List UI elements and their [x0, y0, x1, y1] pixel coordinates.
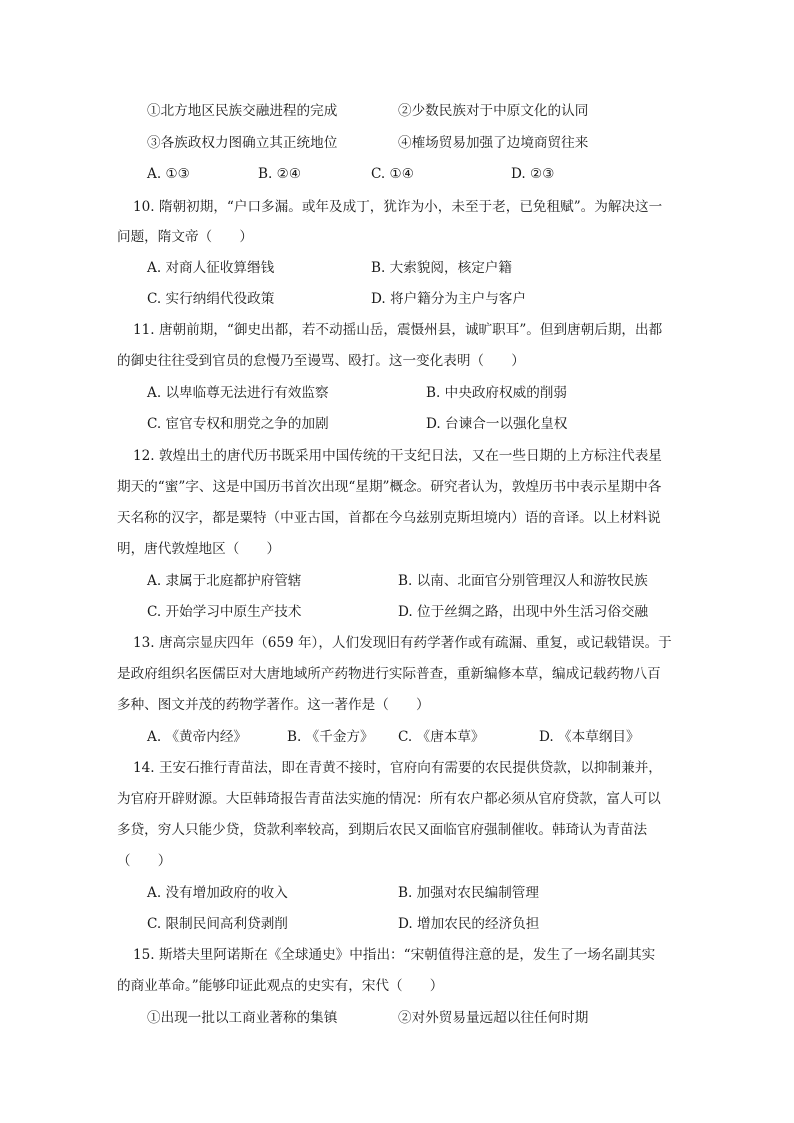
q9-statement-1: ①北方地区民族交融进程的完成	[147, 103, 338, 119]
q12-stem-line-1: 12. 敦煌出土的唐代历书既采用中国传统的干支纪日法，又在一些日期的上方标注代表星	[133, 448, 662, 464]
q10-stem-line-1: 10. 隋朝初期，“户口多漏。或年及成丁，犹诈为小，未至于老，已免租赋”。为解决这一	[133, 199, 663, 215]
q9-statement-4: ④榷场贸易加强了边境商贸往来	[398, 135, 589, 151]
q13-option-d: D. 《本草纲目》	[539, 729, 640, 745]
q10-option-a: A. 对商人征收算缗钱	[147, 260, 275, 276]
q14-stem-line-4: （ ）	[117, 853, 172, 869]
q15-statement-1: ①出现一批以工商业著称的集镇	[147, 1010, 338, 1026]
q9-option-d: D. ②③	[511, 166, 555, 182]
q9-statement-2: ②少数民族对于中原文化的认同	[398, 103, 589, 119]
q14-stem-line-1: 14. 王安石推行青苗法，即在青黄不接时，官府向有需要的农民提供贷款，以抑制兼并，	[133, 760, 662, 776]
q12-option-d: D. 位于丝绸之路，出现中外生活习俗交融	[398, 604, 649, 620]
q9-statement-3: ③各族政权力图确立其正统地位	[147, 135, 338, 151]
q14-option-b: B. 加强对农民编制管理	[398, 885, 539, 901]
q12-option-a: A. 隶属于北庭都护府管辖	[147, 573, 302, 589]
q10-option-b: B. 大索貌阅，核定户籍	[371, 260, 512, 276]
q14-stem-line-2: 为官府开辟财源。大臣韩琦报告青苗法实施的情况：所有农户都必须从官府贷款，富人可以	[117, 791, 661, 807]
q11-option-a: A. 以卑临尊无法进行有效监察	[147, 385, 329, 401]
q11-stem-line-2: 的御史往往受到官员的怠慢乃至谩骂、殴打。这一变化表明（ ）	[117, 353, 525, 369]
q14-option-c: C. 限制民间高利贷剥削	[147, 916, 288, 932]
q13-stem-line-2: 是政府组织名医儒臣对大唐地域所产药物进行实际普查，重新编修本草，编成记载药物八百	[117, 666, 661, 682]
q11-option-b: B. 中央政府权威的削弱	[426, 385, 567, 401]
q10-stem-line-2: 问题，隋文帝（ ）	[117, 229, 253, 245]
q11-stem-line-1: 11. 唐朝前期，“御史出都，若不动摇山岳，震慑州县，诚旷职耳”。但到唐朝后期，出都	[133, 322, 663, 338]
q13-option-b: B. 《千金方》	[287, 729, 374, 745]
q9-option-b: B. ②④	[258, 166, 302, 182]
q15-stem-line-2: 的商业革命。”能够印证此观点的史实有，宋代（ ）	[117, 978, 444, 994]
q12-stem-line-4: 明，唐代敦煌地区（ ）	[117, 541, 281, 557]
q9-option-c: C. ①④	[371, 166, 414, 182]
q11-option-d: D. 台谏合一以强化皇权	[426, 416, 568, 432]
q14-option-a: A. 没有增加政府的收入	[147, 885, 288, 901]
q12-stem-line-2: 期天的“蜜”字、这是中国历书首次出现“星期”概念。研究者认为，敦煌历书中表示星期中各	[117, 479, 662, 495]
q14-option-d: D. 增加农民的经济负担	[398, 916, 540, 932]
q12-stem-line-3: 天名称的汉字，都是粟特（中亚古国，首都在今乌兹别克斯坦境内）语的音译。以上材料说	[117, 510, 661, 526]
q11-option-c: C. 宦官专权和朋党之争的加剧	[147, 416, 329, 432]
q15-statement-2: ②对外贸易量远超以往任何时期	[398, 1010, 589, 1026]
q10-option-c: C. 实行纳绢代役政策	[147, 291, 275, 307]
q12-option-b: B. 以南、北面官分别管理汉人和游牧民族	[398, 573, 648, 589]
q15-stem-line-1: 15. 斯塔夫里阿诺斯在《全球通史》中指出：“宋朝值得注意的是，发生了一场名副其实	[133, 947, 656, 963]
q10-option-d: D. 将户籍分为主户与客户	[371, 291, 526, 307]
q14-stem-line-3: 多贷，穷人只能少贷，贷款利率较高，到期后农民又面临官府强制催收。韩琦认为青苗法	[117, 822, 648, 838]
q13-option-a: A. 《黄帝内经》	[147, 729, 248, 745]
q9-option-a: A. ①③	[147, 166, 190, 182]
q12-option-c: C. 开始学习中原生产技术	[147, 604, 302, 620]
q13-option-c: C. 《唐本草》	[398, 729, 485, 745]
q13-stem-line-3: 多种、图文并茂的药物学著作。这一著作是（ ）	[117, 697, 430, 713]
q13-stem-line-1: 13. 唐高宗显庆四年（659 年），人们发现旧有药学著作或有疏漏、重复，或记载错误。于	[133, 635, 672, 651]
